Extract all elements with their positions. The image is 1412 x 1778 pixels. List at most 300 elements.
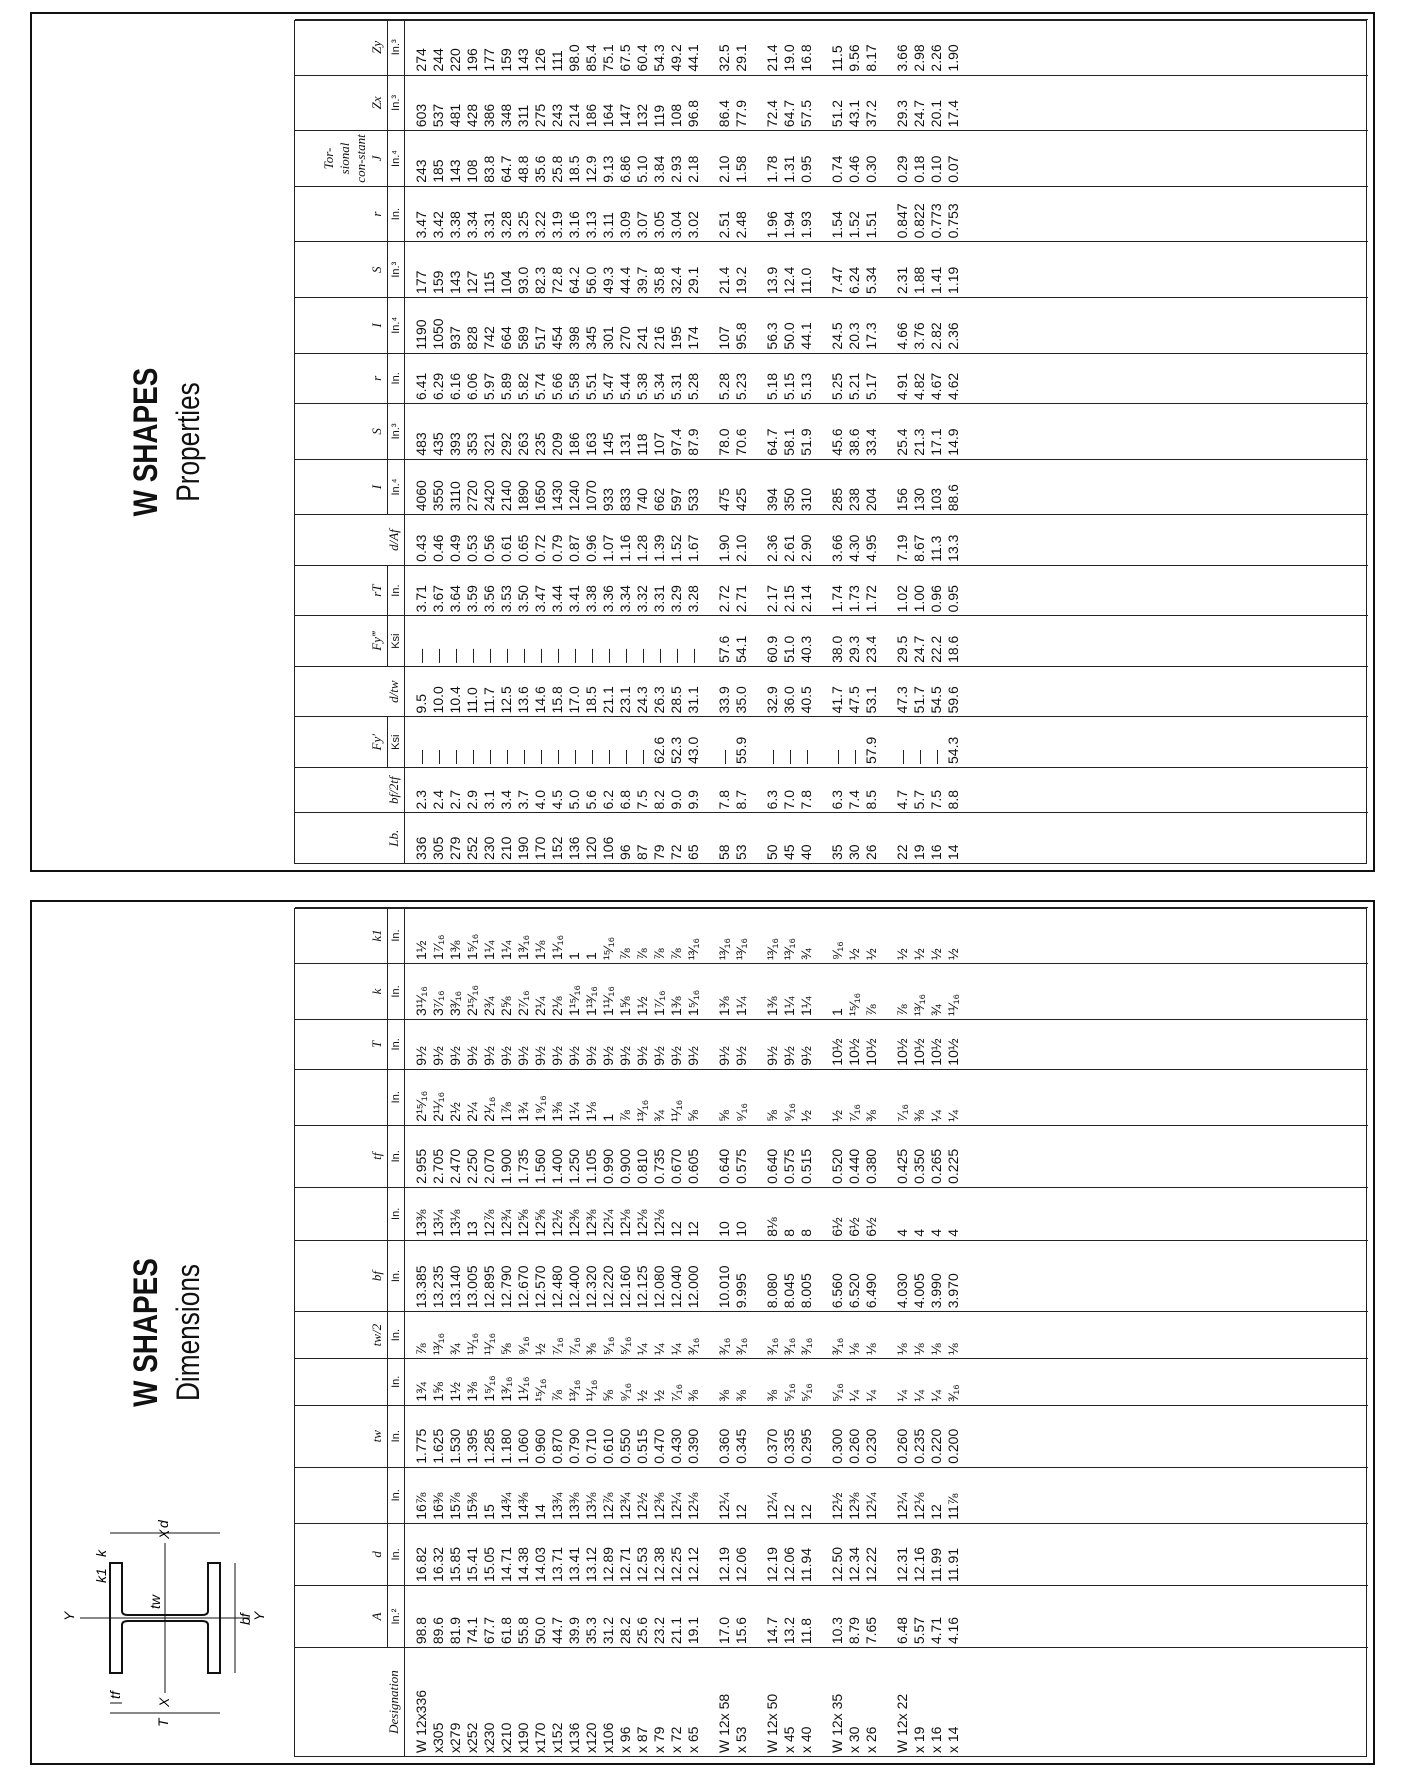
cell-wt: 96 — [617, 844, 633, 860]
col-header-label: tf — [369, 1152, 384, 1160]
cell-depth_frac: 12 — [781, 1504, 797, 1520]
cell-tf_frac: ¼ — [945, 1110, 961, 1122]
col-header-rT — [295, 565, 405, 616]
cell-rT: 3.56 — [481, 585, 497, 613]
cell-Zx: 275 — [532, 103, 548, 128]
cell-tw2: ³⁄₁₆ — [716, 1337, 732, 1355]
cell-dtw: 26.3 — [651, 686, 667, 714]
col-header-label: Fy‴ — [369, 631, 384, 651]
cell-Sx: 21.3 — [911, 428, 927, 456]
cell-Zx: 214 — [566, 103, 582, 128]
cell-fy1: — — [617, 749, 633, 764]
cell-bf_frac: 4 — [945, 1228, 961, 1237]
cell-T: 9½ — [600, 1046, 616, 1066]
cell-designation: x136 — [566, 1722, 582, 1753]
cell-Sy: 7.47 — [829, 266, 845, 294]
cell-designation: x305 — [430, 1722, 446, 1753]
cell-bf: 13.005 — [464, 1265, 480, 1309]
cell-bf2tf: 5.0 — [566, 790, 582, 810]
cell-tf: 1.560 — [532, 1148, 548, 1184]
col-divider — [405, 1467, 1368, 1468]
col-unit: In.³ — [387, 76, 404, 131]
col-unit: In.³ — [387, 404, 404, 459]
col-divider — [405, 1523, 1368, 1524]
label-tf: tf — [107, 1691, 123, 1699]
cell-rT: 0.95 — [945, 585, 961, 613]
col-divider — [405, 241, 1368, 242]
col-divider — [405, 1358, 1368, 1359]
cell-tw2: ³⁄₁₆ — [733, 1337, 749, 1355]
cell-fy1: — — [532, 749, 548, 764]
cell-k: ¹³⁄₁₆ — [911, 993, 927, 1016]
cell-fy2: 60.9 — [764, 635, 780, 663]
col-header-k — [295, 963, 405, 1019]
cell-area: 8.79 — [846, 1616, 862, 1645]
cell-J: 0.07 — [945, 155, 961, 183]
cell-area: 39.9 — [566, 1616, 582, 1645]
cell-designation: W 12x 58 — [716, 1693, 732, 1753]
cell-k1: 1 — [583, 952, 599, 960]
cell-J: 48.8 — [515, 155, 531, 183]
cell-ry: 0.847 — [894, 203, 910, 239]
cell-Sx: 321 — [481, 432, 497, 456]
cell-tw2: ⁵⁄₁₆ — [600, 1336, 616, 1355]
cell-k: 3⁷⁄₁₆ — [430, 990, 446, 1016]
cell-depth_frac: 11⅞ — [945, 1493, 961, 1520]
cell-tf: 0.735 — [651, 1148, 667, 1184]
cell-dAf: 0.46 — [430, 534, 446, 562]
cell-bf: 13.385 — [413, 1265, 429, 1309]
cell-ry: 0.773 — [928, 203, 944, 239]
cell-wt: 190 — [515, 836, 531, 860]
cell-dtw: 40.5 — [798, 686, 814, 714]
label-d: d — [155, 1520, 171, 1528]
cell-bf2tf: 8.8 — [945, 790, 961, 810]
cell-Zy: 98.0 — [566, 44, 582, 72]
cell-k: 1⅜ — [668, 996, 684, 1016]
cell-designation: x170 — [532, 1722, 548, 1753]
cell-Iy: 345 — [583, 326, 599, 350]
cell-T: 9½ — [583, 1046, 599, 1066]
cell-Zy: 159 — [498, 48, 514, 72]
cell-Sy: 93.0 — [515, 266, 531, 294]
col-unit: In. — [387, 1188, 404, 1240]
cell-k: 1½ — [634, 996, 650, 1016]
cell-depth_frac: 12¼ — [716, 1492, 732, 1520]
cell-tf: 0.515 — [798, 1148, 814, 1184]
cell-Zy: 2.98 — [911, 44, 927, 72]
cell-rx: 6.29 — [430, 372, 446, 401]
cell-bf_frac: 10 — [716, 1221, 732, 1237]
cell-tw2: ⅛ — [894, 1343, 910, 1355]
cell-bf2tf: 6.3 — [829, 790, 845, 810]
cell-T: 9½ — [447, 1046, 463, 1066]
cell-Ix: 1240 — [566, 480, 582, 512]
cell-rT: 3.28 — [685, 585, 701, 613]
cell-dtw: 35.0 — [733, 686, 749, 714]
cell-Iy: 107 — [716, 326, 732, 350]
cell-rx: 4.82 — [911, 372, 927, 401]
cell-rx: 5.82 — [515, 372, 531, 401]
cell-Zy: 16.8 — [798, 44, 814, 72]
cell-k1: 1³⁄₁₆ — [515, 934, 531, 960]
col-header-label: k — [369, 988, 384, 995]
cell-tw: 0.515 — [634, 1428, 650, 1464]
cell-fy2: — — [498, 648, 514, 663]
cell-designation: x 96 — [617, 1726, 633, 1753]
col-header-tw — [295, 1405, 405, 1467]
cell-Iy: 241 — [634, 326, 650, 350]
col-unit: In. — [387, 187, 404, 242]
cell-T: 9½ — [651, 1046, 667, 1066]
col-unit: In. — [387, 1126, 404, 1187]
cell-k1: 1½ — [413, 940, 429, 960]
cell-depth_frac: 12¼ — [894, 1492, 910, 1520]
cell-Iy: 24.5 — [829, 322, 845, 350]
cell-k1: ⅞ — [651, 948, 667, 960]
cell-Zx: 243 — [549, 103, 565, 128]
cell-k: 2¹⁵⁄₁₆ — [464, 985, 480, 1016]
cell-bf2tf: 7.8 — [798, 790, 814, 810]
cell-k1: ¹³⁄₁₆ — [685, 937, 701, 960]
cell-area: 15.6 — [733, 1616, 749, 1645]
cell-Sx: 17.1 — [928, 428, 944, 456]
cell-depth: 15.05 — [481, 1546, 497, 1582]
cell-k1: 1 — [566, 952, 582, 960]
cell-rT: 1.73 — [846, 585, 862, 613]
col-unit: In. — [387, 566, 404, 616]
cell-rT: 3.34 — [617, 585, 633, 613]
cell-bf: 4.005 — [911, 1273, 927, 1309]
col-divider — [405, 666, 1368, 667]
cell-bf: 3.970 — [945, 1273, 961, 1309]
cell-tw2: ³⁄₁₆ — [781, 1337, 797, 1355]
cell-depth: 12.16 — [911, 1546, 927, 1582]
cell-bf: 9.995 — [733, 1273, 749, 1309]
cell-dtw: 11.0 — [464, 687, 480, 714]
cell-wt: 120 — [583, 836, 599, 860]
cell-bf: 12.570 — [532, 1265, 548, 1309]
cell-Zx: 108 — [668, 103, 684, 128]
col-header-T — [295, 1019, 405, 1069]
cell-tw2: ⅞ — [413, 1343, 429, 1355]
cell-tw: 0.550 — [617, 1428, 633, 1464]
cell-Sy: 159 — [430, 270, 446, 294]
cell-Sx: 186 — [566, 432, 582, 456]
cell-Iy: 517 — [532, 326, 548, 350]
cell-Sy: 19.2 — [733, 266, 749, 294]
cell-Sy: 104 — [498, 270, 514, 294]
col-header-label: Zy — [369, 40, 384, 54]
cell-Ix: 597 — [668, 487, 684, 512]
cell-Zx: 64.7 — [781, 99, 797, 128]
cell-T: 9½ — [764, 1046, 780, 1066]
col-header-label: S — [369, 266, 384, 273]
cell-Zy: 75.1 — [600, 44, 616, 72]
cell-k1: ½ — [928, 948, 944, 960]
cell-Zy: 8.17 — [863, 44, 879, 72]
col-header-wt — [295, 812, 405, 863]
col-header-tf_frac — [295, 1069, 405, 1125]
cell-rx: 5.58 — [566, 372, 582, 401]
col-unit: In.³ — [387, 20, 404, 75]
cell-Zy: 244 — [430, 48, 446, 72]
w-shape-section-diagram — [50, 1503, 280, 1733]
cell-wt: 14 — [945, 844, 961, 860]
cell-Sy: 177 — [413, 270, 429, 294]
cell-ry: 3.22 — [532, 211, 548, 239]
cell-Ix: 130 — [911, 487, 927, 512]
cell-wt: 58 — [716, 844, 732, 860]
cell-fy2: — — [515, 648, 531, 663]
cell-tf: 0.575 — [733, 1148, 749, 1184]
cell-depth: 12.53 — [634, 1546, 650, 1582]
cell-tf: 0.900 — [617, 1148, 633, 1184]
cell-dtw: 14.6 — [532, 686, 548, 714]
cell-J: 2.10 — [716, 155, 732, 183]
col-unit: In. — [387, 1241, 404, 1312]
cell-fy1: — — [846, 749, 862, 764]
cell-ry: 1.54 — [829, 211, 845, 239]
cell-tw_frac: 1⅝ — [430, 1382, 446, 1402]
cell-rT: 2.14 — [798, 585, 814, 613]
cell-rT: 3.71 — [413, 585, 429, 613]
cell-depth_frac: 14¾ — [498, 1492, 514, 1520]
cell-tw: 0.370 — [764, 1428, 780, 1464]
cell-fy1: — — [464, 749, 480, 764]
cell-rx: 5.89 — [498, 372, 514, 401]
cell-Zx: 132 — [634, 103, 650, 128]
col-header-k1 — [295, 907, 405, 963]
cell-area: 81.9 — [447, 1616, 463, 1645]
cell-tw: 0.430 — [668, 1428, 684, 1464]
col-unit: In.⁴ — [387, 460, 404, 515]
cell-bf: 8.045 — [781, 1273, 797, 1309]
cell-depth: 15.85 — [447, 1546, 463, 1582]
cell-tw: 0.360 — [716, 1428, 732, 1464]
cell-k: 3¹¹⁄₁₆ — [413, 986, 429, 1016]
cell-rT: 3.59 — [464, 585, 480, 613]
cell-rx: 5.44 — [617, 372, 633, 401]
cell-bf_frac: 8⅛ — [764, 1217, 780, 1237]
cell-bf2tf: 7.4 — [846, 790, 862, 810]
cell-Zx: 17.4 — [945, 99, 961, 128]
cell-bf2tf: 4.7 — [894, 790, 910, 810]
cell-dtw: 21.1 — [600, 686, 616, 714]
cell-tf_frac: 2½ — [447, 1102, 463, 1122]
cell-T: 9½ — [430, 1046, 446, 1066]
cell-bf: 6.560 — [829, 1273, 845, 1309]
cell-Ix: 662 — [651, 487, 667, 512]
cell-Ix: 4060 — [413, 480, 429, 512]
cell-fy1: — — [549, 749, 565, 764]
properties-sheet — [32, 14, 1373, 870]
cell-area: 10.3 — [829, 1616, 845, 1645]
cell-Zy: 177 — [481, 48, 497, 72]
cell-dtw: 54.5 — [928, 686, 944, 714]
cell-tw: 0.870 — [549, 1428, 565, 1464]
col-divider — [405, 1125, 1368, 1126]
cell-Ix: 533 — [685, 487, 701, 512]
cell-dtw: 59.6 — [945, 686, 961, 714]
cell-tf_frac: ⁹⁄₁₆ — [733, 1103, 749, 1122]
cell-dAf: 0.49 — [447, 534, 463, 562]
cell-tf: 0.990 — [600, 1148, 616, 1184]
col-divider — [405, 716, 1368, 717]
cell-rx: 6.41 — [413, 372, 429, 401]
cell-wt: 45 — [781, 844, 797, 860]
cell-Sx: 58.1 — [781, 428, 797, 456]
cell-designation: W 12x 50 — [764, 1693, 780, 1753]
cell-fy2: 51.0 — [781, 635, 797, 663]
cell-rx: 4.91 — [894, 372, 910, 401]
col-divider — [405, 1187, 1368, 1188]
cell-depth_frac: 16⅞ — [413, 1492, 429, 1520]
title-text: W SHAPES — [127, 367, 165, 517]
cell-bf_frac: 12 — [668, 1221, 684, 1237]
cell-k1: 1⅜ — [447, 940, 463, 960]
label-Y-bottom: Y — [251, 1611, 267, 1621]
cell-fy1: 57.9 — [863, 736, 879, 764]
cell-J: 5.10 — [634, 155, 650, 183]
cell-tw: 0.390 — [685, 1428, 701, 1464]
cell-T: 10½ — [928, 1038, 944, 1066]
col-header-depth — [295, 1523, 405, 1585]
cell-T: 9½ — [781, 1046, 797, 1066]
cell-bf_frac: 12¼ — [600, 1209, 616, 1237]
cell-dtw: 36.0 — [781, 686, 797, 714]
cell-area: 74.1 — [464, 1616, 480, 1645]
cell-Zx: 72.4 — [764, 99, 780, 128]
cell-Ix: 475 — [716, 487, 732, 512]
cell-tf_frac: ¹³⁄₁₆ — [634, 1099, 650, 1122]
cell-ry: 3.31 — [481, 211, 497, 239]
cell-rx: 5.47 — [600, 372, 616, 401]
cell-tf: 0.425 — [894, 1148, 910, 1184]
cell-bf: 12.790 — [498, 1265, 514, 1309]
cell-k1: ⅞ — [668, 948, 684, 960]
cell-ry: 3.47 — [413, 211, 429, 239]
cell-bf2tf: 9.0 — [668, 790, 684, 810]
col-divider — [405, 186, 1368, 187]
cell-rT: 1.02 — [894, 585, 910, 613]
cell-Zx: 20.1 — [928, 99, 944, 128]
cell-wt: 230 — [481, 836, 497, 860]
cell-depth_frac: 13¾ — [549, 1492, 565, 1520]
col-divider — [405, 297, 1368, 298]
cell-Zy: 3.66 — [894, 44, 910, 72]
cell-tw_frac: ¹¹⁄₁₆ — [583, 1379, 599, 1402]
cell-tw_frac: 1⅜ — [464, 1382, 480, 1402]
cell-tf_frac: 1⅜ — [549, 1102, 565, 1122]
cell-J: 1.78 — [764, 155, 780, 183]
cell-tw_frac: ½ — [651, 1389, 667, 1402]
cell-tw2: ⅛ — [928, 1343, 944, 1355]
cell-dtw: 15.8 — [549, 686, 565, 714]
cell-depth_frac: 12 — [733, 1504, 749, 1520]
cell-fy1: — — [928, 749, 944, 764]
cell-k1: ⁹⁄₁₆ — [829, 941, 845, 960]
cell-Sx: 25.4 — [894, 428, 910, 456]
cell-area: 50.0 — [532, 1616, 548, 1645]
cell-dtw: 47.5 — [846, 686, 862, 714]
cell-k1: 1⁷⁄₁₆ — [430, 934, 446, 960]
cell-designation: x190 — [515, 1722, 531, 1753]
cell-bf: 8.005 — [798, 1273, 814, 1309]
cell-depth_frac: 12¼ — [668, 1492, 684, 1520]
cell-tf: 0.640 — [764, 1148, 780, 1184]
cell-fy1: — — [447, 749, 463, 764]
cell-Iy: 454 — [549, 326, 565, 350]
cell-bf: 3.990 — [928, 1273, 944, 1309]
label-k: k — [93, 1550, 109, 1557]
cell-T: 9½ — [549, 1046, 565, 1066]
cell-depth: 12.06 — [733, 1546, 749, 1582]
col-unit: In.⁴ — [387, 298, 404, 353]
cell-designation: x210 — [498, 1722, 514, 1753]
cell-tf_frac: 1⁹⁄₁₆ — [532, 1095, 548, 1122]
cell-k1: ¹³⁄₁₆ — [764, 937, 780, 960]
cell-Zx: 348 — [498, 103, 514, 128]
cell-tw_frac: ¼ — [911, 1389, 927, 1402]
cell-Zy: 126 — [532, 48, 548, 72]
cell-T: 9½ — [617, 1046, 633, 1066]
cell-ry: 1.51 — [863, 211, 879, 239]
cell-dtw: 11.7 — [481, 687, 497, 714]
cell-Sy: 1.88 — [911, 266, 927, 294]
cell-Sx: 263 — [515, 432, 531, 456]
cell-tw: 0.200 — [945, 1428, 961, 1464]
col-unit: In.⁴ — [387, 131, 404, 186]
cell-fy2: 18.6 — [945, 635, 961, 663]
cell-fy2: — — [566, 648, 582, 663]
cell-dAf: 11.3 — [928, 535, 944, 562]
cell-tw: 0.300 — [829, 1428, 845, 1464]
cell-rx: 5.21 — [846, 372, 862, 401]
col-divider — [405, 130, 1368, 131]
cell-area: 44.7 — [549, 1616, 565, 1645]
cell-bf2tf: 2.4 — [430, 790, 446, 810]
cell-area: 61.8 — [498, 1616, 514, 1645]
col-header-dtw — [295, 666, 405, 717]
cell-fy1: — — [498, 749, 514, 764]
cell-designation: x 65 — [685, 1726, 701, 1753]
cell-k1: ⅞ — [617, 948, 633, 960]
cell-Ix: 88.6 — [945, 484, 961, 512]
cell-Zy: 11.5 — [829, 45, 845, 72]
col-divider — [405, 1069, 1368, 1070]
cell-Iy: 174 — [685, 326, 701, 350]
cell-dtw: 23.1 — [617, 686, 633, 714]
cell-bf_frac: 12⅝ — [532, 1209, 548, 1237]
cell-depth: 13.71 — [549, 1546, 565, 1582]
cell-depth_frac: 14⅜ — [515, 1492, 531, 1520]
cell-rT: 1.72 — [863, 585, 879, 613]
cell-designation: W 12x336 — [413, 1689, 429, 1753]
cell-Ix: 350 — [781, 487, 797, 512]
cell-T: 9½ — [566, 1046, 582, 1066]
cell-tf_frac: 2¼ — [464, 1102, 480, 1122]
col-header-dAf — [295, 514, 405, 565]
cell-Iy: 4.66 — [894, 322, 910, 350]
cell-k: 2⅛ — [549, 996, 565, 1016]
cell-Sy: 39.7 — [634, 266, 650, 294]
cell-area: 19.1 — [685, 1616, 701, 1645]
cell-tw2: ⁷⁄₁₆ — [566, 1337, 582, 1355]
col-divider — [405, 1240, 1368, 1241]
properties-table — [294, 20, 1367, 864]
cell-depth: 12.06 — [781, 1546, 797, 1582]
